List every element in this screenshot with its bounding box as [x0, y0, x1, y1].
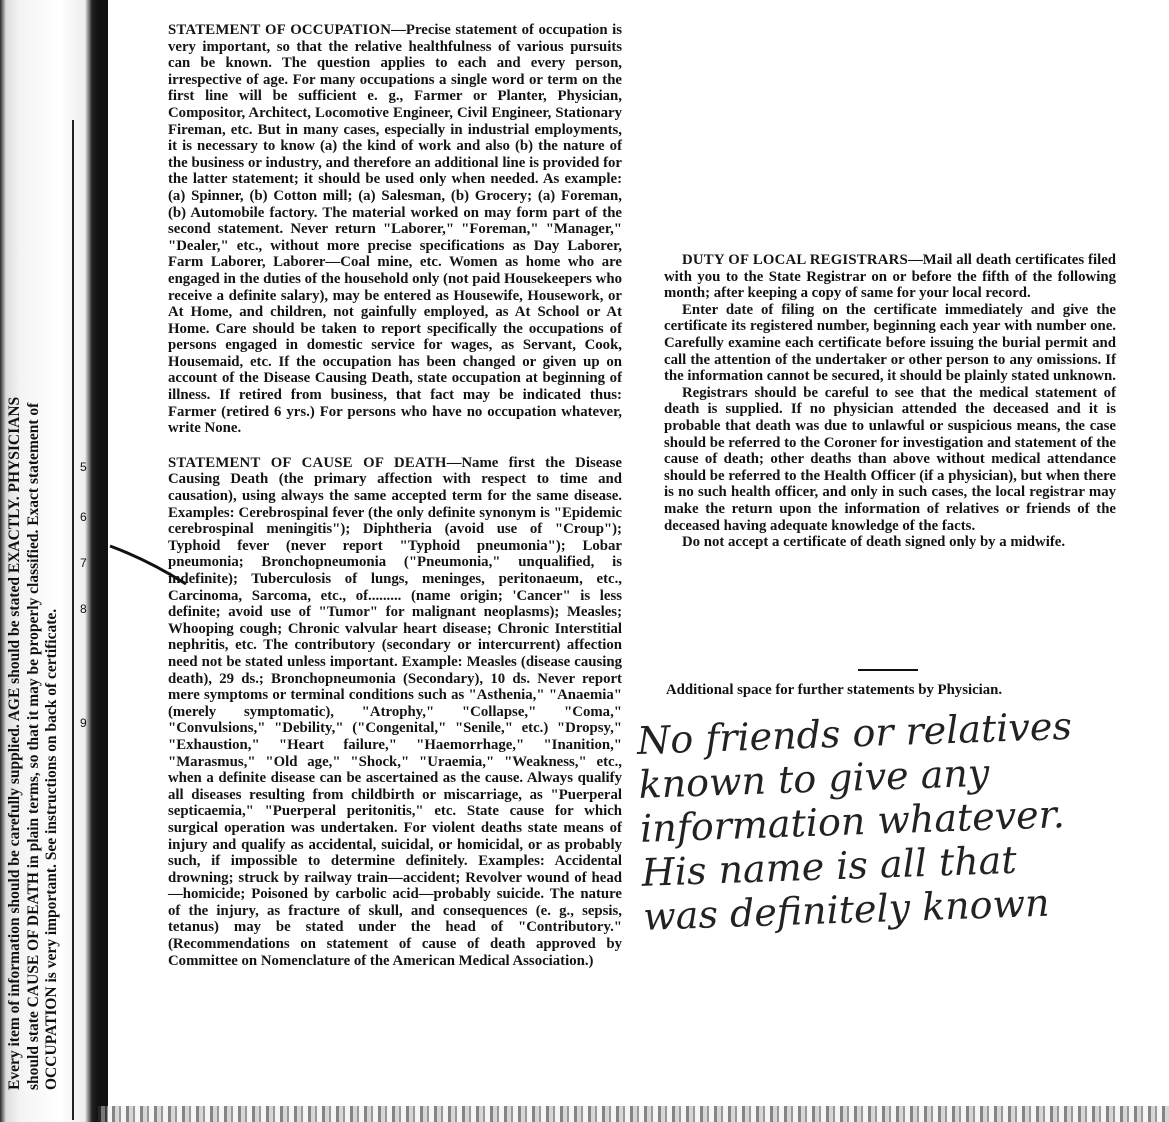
handwritten-line: known to give any — [637, 750, 990, 807]
margin-line-1: Every item of information should be carefully supplied. AGE should be stated EXACTLY. PHYSICIANS — [6, 396, 23, 1090]
margin-instructions — [6, 110, 66, 1090]
ruler-mark: 6 — [80, 510, 87, 524]
margin-line-2: should state CAUSE OF DEATH in plain terms, so that it may be properly classified. Exact statement of — [24, 402, 42, 1090]
occupation-body: —Precise statement of occupation is very important, so that the relative healthfulness of various pursuits can be known. The question applies to each and every person, irrespective of age. For many occupations a single word or term on the first line will be sufficient e. g., Farmer or Planter, Physician, Compositor, Architect, Locomotive Engineer, Civil Engineer, Stationary Fireman, etc. But in many cases, especially in industrial employments, it is necessary to know (a) the kind of work and also (b) the nature of the business or industry, and therefore an additional line is provided for the latter statement; it should be used only when needed. As example: (a) Spinner, (b) Cotton mill; (a) Salesman, (b) Grocery; (a) Foreman, (b) Automobile factory. The material worked on may form part of the second statement. Never return "Laborer," "Foreman," "Manager," "Dealer," etc., without more precise specifications as Day Laborer, Farm Laborer, Laborer—Coal mine, etc. Women as home who are engaged in the duties of the household only (not paid Housekeepers who receive a definite salary), may be entered as Housewife, Housework, or At Home, and children, not gainfully employed, as At School or At Home. Care should be taken to report specifically the occupations of persons engaged in domestic service for wages, as Servant, Cook, Housemaid, etc. If the occupation has been changed or given up on account of the Disease Causing Death, state occupation at beginning of illness. If retired from business, that fact may be indicated thus: Farmer (retired 6 yrs.) For persons who have no occupation whatever, write None. — [168, 22, 622, 437]
handwritten-line: No friends or relatives — [636, 703, 1073, 763]
fold-strip — [98, 0, 108, 1122]
registrars-heading: DUTY OF LOCAL REGISTRARS — [682, 252, 908, 268]
registrars-para-2: Enter date of filing on the certificate immediately and give the certificate its registered number, beginning each year with number one. Carefully examine each certificate before issuing the burial permit and call the attention of the undertaker or other person to any omissions. If the information cannot be secured, it should be plainly stated unknown. — [664, 301, 1116, 385]
additional-space-label: Additional space for further statements by Physician. — [666, 682, 1003, 698]
registrars-para-3: Registrars should be careful to see that the medical statement of death is supplied. If no physician attended the deceased and it is probable that death was due to unlawful or suspicious means, the case should be referred to the Coroner for investigation and statement of the cause of death; other deaths than above without medical attendance should be referred to the Health Officer (if a physician), but when there is no such health officer, and only in such cases, the local registrar may make the return upon the information of relatives or friends of the deceased having adequate knowledge of the facts. — [664, 384, 1116, 534]
occupation-heading: STATEMENT OF OCCUPATION — [168, 22, 392, 38]
ruler-mark: 5 — [80, 460, 87, 474]
registrars-body-1: —Mail all death certificates filed with you to the State Registrar on or before the fifth of the following month; after keeping a copy of same for your local record. — [664, 252, 1116, 302]
handwritten-line: information whatever. — [639, 792, 1066, 851]
scan-bottom-edge — [98, 1106, 1169, 1122]
left-column — [168, 22, 622, 969]
margin-line-3: OCCUPATION is very important. See instructions on back of certificate. — [43, 608, 60, 1090]
ruler-mark: 8 — [80, 602, 87, 616]
registrars-para-1 — [664, 252, 1116, 302]
cause-section — [168, 455, 622, 969]
physician-handwritten-note — [636, 701, 1153, 939]
margin-ruler — [72, 120, 96, 1120]
cause-heading: STATEMENT OF CAUSE OF DEATH — [168, 454, 447, 471]
registrars-para-4: Do not accept a certificate of death signed only by a midwife. — [682, 534, 1066, 551]
section-divider — [858, 669, 918, 671]
handwritten-line: was definitely known — [642, 880, 1051, 939]
handwritten-line: His name is all that — [640, 837, 1018, 895]
ruler-mark: 7 — [80, 556, 87, 570]
registrars-section — [664, 252, 1116, 551]
occupation-section — [168, 22, 622, 437]
ruler-mark: 9 — [80, 716, 87, 730]
cause-body: —Name first the Disease Causing Death (the primary affection with respect to time and causation), using always the same accepted term for the same disease. Examples: Cerebrospinal fever (the only definite synonym is "Epidemic cerebrospinal meningitis"); Diphtheria (avoid use of "Croup"); Typhoid fever (never report "Typhoid pneumonia"); Lobar pneumonia; Bronchopneumonia ("Pneumonia," unqualified, is indefinite); Tuberculosis of lungs, meninges, peritonaeum, etc., Carcinoma, Sarcoma, etc., of......... (name origin; 'Cancer" is less definite; avoid use of "Tumor" for malignant neoplasms); Measles; Whooping cough; Chronic valvular heart disease; Chronic Interstitial nephritis, etc. The contributory (secondary or intercurrent) affection need not be stated unless important. Example: Measles (disease causing death), 29 ds.; Bronchopneumonia (Secondary), 10 ds. Never report mere symptoms or terminal conditions such as "Asthenia," "Anaemia" (merely symptomatic), "Atrophy," "Collapse," "Coma," "Convulsions," "Debility," ("Congenital," "Senile," etc.) "Dropsy," "Exhaustion," "Heart failure," "Haemorrhage," "Inanition," "Marasmus," "Old age," "Shock," "Uraemia," "Weakness," etc., when a definite disease can be ascertained as the cause. Always qualify all diseases resulting from childbirth or miscarriage, as "Puerperal septicaemia," "Puerperal peritonitis," etc. State cause for which surgical operation was undertaken. For violent deaths state means of injury and qualify as accidental, suicidal, or homicidal, or as probably such, if impossible to determine definitely. Examples: Accidental drowning; struck by railway train—accident; Revolver wound of head—homicide; Poisoned by carbolic acid—probably suicide. The nature of the injury, as fracture of skull, and consequences (e. g., sepsis, tetanus) may be stated under the head of "Contributory." (Recommendations on statement of cause of death approved by Committee on Nomenclature of the American Medical Association.) — [168, 454, 622, 969]
